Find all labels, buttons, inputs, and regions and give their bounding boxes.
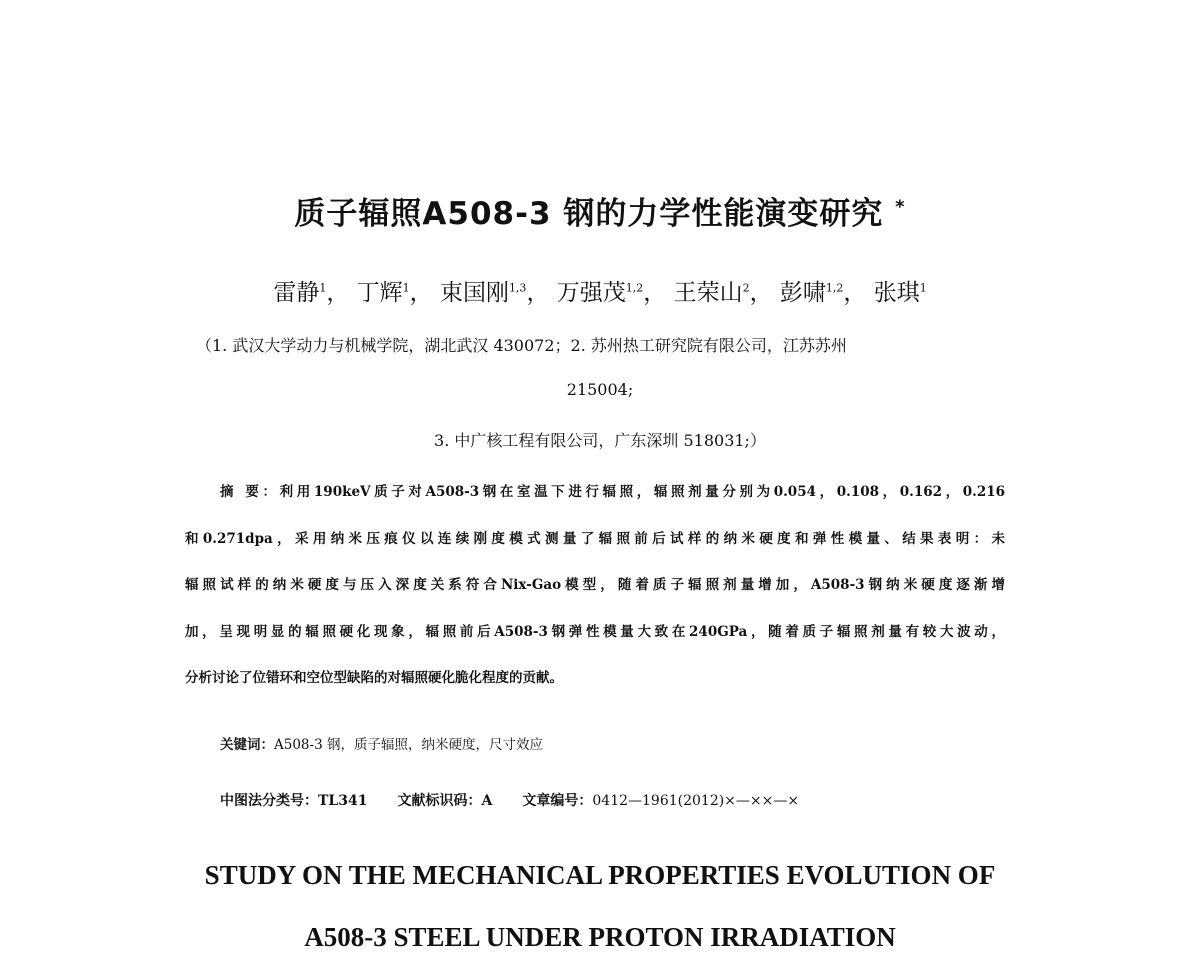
author-name: 万强茂 [556,280,626,306]
abstract-line: 辐照试样的纳米硬度与压入深度关系符合Nix-Gao模型，随着质子辐照剂量增加，A508-3钢纳米硬度逐渐增 [185,577,1005,593]
author [357,280,410,306]
author-name: 张琪 [873,280,920,306]
clc-value: TL341 [318,793,368,809]
author [557,280,644,306]
english-title-line-2: A508-3 STEEL UNDER PROTON IRRADIATION [304,922,896,952]
keywords-text: A508-3 钢，质子辐照，纳米硬度，尺寸效应 [274,737,543,753]
author [780,280,844,306]
author-name: 束国刚 [439,280,509,306]
author-name: 彭啸 [779,280,826,306]
author-affiliation-mark: 1 [319,281,327,295]
clc-label: 中图法分类号： [220,793,318,809]
author [674,280,750,306]
affiliation-line-2: 215004; [566,380,634,399]
author-name: 丁辉 [356,280,403,306]
author-affiliation-mark: 1,3 [508,281,527,295]
keywords-label: 关键词： [220,737,274,753]
author-list: 雷静$^1$， 丁辉$^1$， 束国刚$^{1,3}$， 万强茂$^{1,2}$， 王荣山$^2$， 彭啸$^{1,2}$， 张琪$^1$ [273,280,927,306]
author-affiliation-mark: 1 [402,281,410,295]
abstract-text: 利用190keV质子对A508-3钢在室温下进行辐照，辐照剂量分别为0.054，0.108，0.162，0.216 [279,484,1005,500]
author [440,280,527,306]
author-name: 雷静 [273,280,320,306]
author [874,280,927,306]
affiliation-line-3: 3. 中广核工程有限公司，广东深圳 518031;） [434,431,766,450]
author-affiliation-mark: 1,2 [625,281,644,295]
abstract-line [185,480,1005,500]
author-name: 王荣山 [673,280,743,306]
doc-code-value: A [481,793,493,809]
abstract-line: 和0.271dpa，采用纳米压痕仪以连续刚度模式测量了辐照前后试样的纳米硬度和弹性模量、结果表明：未 [185,531,1005,547]
abstract-line: 分析讨论了位错环和空位型缺陷的对辐照硬化脆化程度的贡献。 [185,670,563,686]
abstract-line: 加，呈现明显的辐照硬化现象，辐照前后A508-3钢弹性模量大致在240GPa，随着质子辐照剂量有较大波动， [185,624,1005,640]
author [273,280,326,306]
abstract-label: 摘 要： [220,484,280,500]
author-affiliation-mark: 1,2 [825,281,844,295]
affiliation-line-1: （1. 武汉大学动力与机械学院，湖北武汉 430072；2. 苏州热工研究院有限公司，江苏苏州 [196,336,847,355]
doc-code-label: 文献标识码： [397,793,482,809]
title-footnote-mark: * [895,196,906,218]
keywords [220,733,543,753]
title-text: 质子辐照A508-3 钢的力学性能演变研究 [294,196,884,232]
author-affiliation-mark: 1 [919,281,927,295]
classification-line [220,790,799,810]
article-number-value: 0412—1961(2012)×—××—× [592,793,800,809]
article-number-label: 文章编号： [522,793,593,809]
author-affiliation-mark: 2 [742,281,750,295]
paper-title [0,188,1200,233]
english-title-line-1: STUDY ON THE MECHANICAL PROPERTIES EVOLUTION OF [204,860,996,890]
